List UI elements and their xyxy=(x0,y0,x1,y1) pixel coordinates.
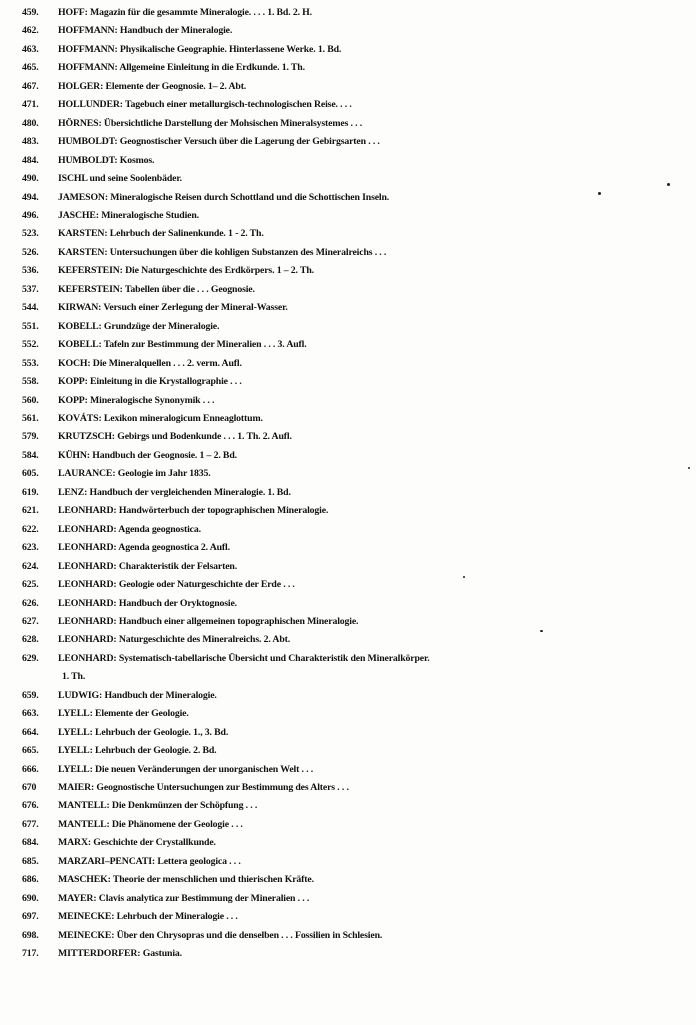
entry-number: 627. xyxy=(22,615,39,627)
bibliography-entry xyxy=(0,816,696,834)
entry-title: Geognostische Untersuchungen zur Bestimmung des Alters . . . xyxy=(96,782,349,794)
bibliography-entry xyxy=(0,631,696,649)
bibliography-entry xyxy=(0,4,696,22)
entry-number: 490. xyxy=(22,173,39,185)
entry-title: Handbuch der Mineralogie. xyxy=(104,689,217,701)
entry-title: Elemente der Geologie. xyxy=(95,708,189,720)
entry-title: Lexikon mineralogicum Enneaglottum. xyxy=(103,412,263,424)
entry-number: 697. xyxy=(22,911,39,923)
entry-author: HUMBOLDT: xyxy=(58,136,118,148)
entry-author: LEONHARD: xyxy=(58,597,117,609)
bibliography-entry xyxy=(0,59,696,77)
entry-title: Physikalische Geographie. Hinterlassene Werke. 1. Bd. xyxy=(119,43,342,55)
bibliography-entry xyxy=(0,539,696,557)
entry-author: LYELL: xyxy=(58,708,93,720)
entry-number: 459. xyxy=(22,7,39,18)
entry-author: LEONHARD: xyxy=(58,505,117,517)
entry-number: 480. xyxy=(22,117,39,129)
bibliography-entry xyxy=(0,318,696,336)
entry-author: ISCHL xyxy=(58,173,88,185)
entry-title: Charakteristik der Felsarten. xyxy=(118,560,238,572)
scan-speck xyxy=(667,183,670,186)
entry-author: JAMESON: xyxy=(58,191,108,203)
entry-number: 676. xyxy=(22,800,39,812)
entry-title: Handbuch einer allgemeinen topographischen Mineralogie. xyxy=(118,615,359,627)
entry-title: Theorie der menschlichen und thierischen Kräfte. xyxy=(112,874,314,886)
entry-author: LEONHARD: xyxy=(58,523,117,535)
bibliography-entry xyxy=(0,927,696,945)
entry-author: LYELL: xyxy=(58,763,93,775)
entry-title: Übersichtliche Darstellung der Mohsischen Mineralsystemes . . . xyxy=(103,117,363,129)
entry-title: Die Denkmünzen der Schöpfung . . . xyxy=(111,800,258,812)
scan-speck xyxy=(688,467,690,469)
entry-number: 666. xyxy=(22,763,39,775)
entry-author: HOFFMANN: xyxy=(58,43,118,55)
entry-title: Naturgeschichte des Mineralreichs. 2. Abt. xyxy=(118,634,291,646)
entry-author: KOVÁTS: xyxy=(58,412,102,424)
scan-speck xyxy=(463,576,465,578)
entry-title: Tabellen über die . . . Geognosie. xyxy=(124,283,255,295)
bibliography-entry xyxy=(0,189,696,207)
bibliography-entry xyxy=(0,428,696,446)
bibliography-entry xyxy=(0,558,696,576)
bibliography-entry xyxy=(0,115,696,133)
entry-author: HÖRNES: xyxy=(58,117,102,129)
bibliography-entry xyxy=(0,687,696,705)
entry-title: Handbuch der Geognosie. 1 – 2. Bd. xyxy=(92,449,237,461)
entry-number: 625. xyxy=(22,579,39,591)
bibliography-entry xyxy=(0,78,696,96)
entry-author: KÜHN: xyxy=(58,449,90,461)
entry-number: 623. xyxy=(22,542,39,554)
entry-title: Die Phänomene der Geologie . . . xyxy=(111,818,243,830)
entry-author: KIRWAN: xyxy=(58,302,102,314)
bibliography-entry xyxy=(0,705,696,723)
bibliography-entry xyxy=(0,595,696,613)
entry-number: 626. xyxy=(22,597,39,609)
entry-number: 465. xyxy=(22,62,39,74)
bibliography-entry xyxy=(0,890,696,908)
entry-author: LEONHARD: xyxy=(58,560,117,572)
bibliography-entry xyxy=(0,225,696,243)
bibliography-entry xyxy=(0,392,696,410)
entry-author: LENZ: xyxy=(58,486,88,498)
bibliography-entry xyxy=(0,410,696,428)
bibliography-entry xyxy=(0,96,696,114)
entry-author: LUDWIG: xyxy=(58,689,103,701)
entry-title: Tafeln zur Bestimmung der Mineralien . . . 3. Aufl. xyxy=(103,339,307,351)
entry-author: LYELL: xyxy=(58,726,93,738)
entry-title: Grundzüge der Mineralogie. xyxy=(103,320,220,332)
bibliography-entry xyxy=(0,465,696,483)
entry-title: Lettera geologica . . . xyxy=(157,855,241,867)
bibliography-entry xyxy=(0,908,696,926)
entry-title: Mineralogische Synonymik . . . xyxy=(90,394,215,406)
entry-author: HOLLUNDER: xyxy=(58,99,123,111)
entry-title: Handwörterbuch der topographischen Mineralogie. xyxy=(118,505,329,517)
entry-number: 622. xyxy=(22,523,39,535)
entry-title: Agenda geognostica 2. Aufl. xyxy=(118,542,230,554)
entry-author: LYELL: xyxy=(58,745,93,757)
entry-title: Tagebuch einer metallurgisch-technologischen Reise. . . . xyxy=(125,99,352,111)
entry-number: 552. xyxy=(22,339,39,351)
entry-number: 463. xyxy=(22,43,39,55)
entry-title: Geologie oder Naturgeschichte der Erde . . . xyxy=(118,579,295,591)
bibliography-entry xyxy=(0,22,696,40)
entry-author: LAURANCE: xyxy=(58,468,116,480)
bibliography-entry xyxy=(0,41,696,59)
entry-number: 551. xyxy=(22,320,39,332)
entry-number: 579. xyxy=(22,431,39,443)
entry-number: 698. xyxy=(22,929,39,941)
entry-title: Geologie im Jahr 1835. xyxy=(117,468,211,480)
entry-number: 663. xyxy=(22,708,39,720)
entry-title: Lehrbuch der Salinenkunde. 1 - 2. Th. xyxy=(109,228,264,240)
entry-title: Elemente der Geognosie. 1– 2. Abt. xyxy=(105,80,247,92)
entry-title: Allgemeine Einleitung in die Erdkunde. 1. Th. xyxy=(119,62,305,74)
entry-title: Clavis analytica zur Bestimmung der Mineralien . . . xyxy=(98,892,310,904)
entry-number: 684. xyxy=(22,837,39,849)
entry-number: 624. xyxy=(22,560,39,572)
entry-number: 560. xyxy=(22,394,39,406)
entry-author: KOPP: xyxy=(58,394,88,406)
entry-number: 558. xyxy=(22,376,39,388)
entry-title: Lehrbuch der Geologie. 1., 3. Bd. xyxy=(95,726,229,738)
bibliography-entry xyxy=(0,945,696,963)
entry-author: KOBELL: xyxy=(58,339,102,351)
entry-author: JASCHE: xyxy=(58,209,99,221)
entry-number: 628. xyxy=(22,634,39,646)
scan-speck xyxy=(598,192,601,195)
entry-author: MARZARI–PENCATI: xyxy=(58,855,156,867)
entry-title: Handbuch der Oryktognosie. xyxy=(118,597,237,609)
entry-title: Agenda geognostica. xyxy=(118,523,201,535)
bibliography-entry xyxy=(0,484,696,502)
entry-title: Mineralogische Studien. xyxy=(101,209,199,221)
scan-speck xyxy=(540,630,543,632)
entry-number: 677. xyxy=(22,818,39,830)
entry-title-continuation: 1. Th. xyxy=(62,671,86,683)
entry-title: Versuch einer Zerlegung der Mineral-Wasser. xyxy=(103,302,288,314)
entry-author: HOFFMANN: xyxy=(58,25,118,37)
entry-number: 471. xyxy=(22,99,39,111)
entry-author: KOCH: xyxy=(58,357,91,369)
entry-number: 561. xyxy=(22,412,39,424)
bibliography-entry xyxy=(0,336,696,354)
entry-number: 664. xyxy=(22,726,39,738)
bibliography-entry xyxy=(0,299,696,317)
entry-author: MAIER: xyxy=(58,782,95,794)
bibliography-entry xyxy=(0,281,696,299)
bibliography-entry xyxy=(0,871,696,889)
entry-number: 467. xyxy=(22,80,39,92)
entry-title: Gebirgs und Bodenkunde . . . 1. Th. 2. Aufl. xyxy=(117,431,292,443)
bibliography-entry xyxy=(0,447,696,465)
bibliography-entry xyxy=(0,521,696,539)
entry-number: 526. xyxy=(22,246,39,258)
entry-number: 584. xyxy=(22,449,39,461)
entry-title: Systematisch-tabellarische Übersicht und Charakteristik den Mineralkörper. xyxy=(118,652,430,664)
entry-author: KARSTEN: xyxy=(58,228,108,240)
entry-number: 619. xyxy=(22,486,39,498)
entry-number: 494. xyxy=(22,191,39,203)
entry-author: MEINECKE: xyxy=(58,911,115,923)
bibliography-entry xyxy=(0,170,696,188)
entry-title: Untersuchungen über die kohligen Substanzen des Mineralreichs . . . xyxy=(109,246,387,258)
bibliography-entry xyxy=(0,724,696,742)
entry-author: HOFF: xyxy=(58,7,88,18)
entry-number: 483. xyxy=(22,136,39,148)
entry-author: KARSTEN: xyxy=(58,246,108,258)
entry-author: MANTELL: xyxy=(58,800,110,812)
bibliography-entry xyxy=(0,244,696,262)
entry-title: Die Naturgeschichte des Erdkörpers. 1 – 2. Th. xyxy=(125,265,314,277)
entry-author: LEONHARD: xyxy=(58,634,117,646)
entry-author: MASCHEK: xyxy=(58,874,111,886)
entry-number: 621. xyxy=(22,505,39,517)
bibliography-entry xyxy=(0,207,696,225)
entry-number: 659. xyxy=(22,689,39,701)
entry-number: 523. xyxy=(22,228,39,240)
bibliography-entry xyxy=(0,502,696,520)
entry-author: MANTELL: xyxy=(58,818,110,830)
entry-number: 537. xyxy=(22,283,39,295)
entry-author: LEONHARD: xyxy=(58,542,117,554)
bibliography-entry xyxy=(0,742,696,760)
entry-number: 629. xyxy=(22,652,39,664)
entry-author: LEONHARD: xyxy=(58,652,117,664)
entry-title: und seine Soolenbäder. xyxy=(89,173,182,185)
entry-title: Lehrbuch der Geologie. 2. Bd. xyxy=(95,745,217,757)
entry-author: KEFERSTEIN: xyxy=(58,265,123,277)
entry-number: 605. xyxy=(22,468,39,480)
entry-number: 553. xyxy=(22,357,39,369)
entry-number: 685. xyxy=(22,855,39,867)
entry-number: 484. xyxy=(22,154,39,166)
bibliography-entry xyxy=(0,576,696,594)
entry-number: 536. xyxy=(22,265,39,277)
bibliography-entry xyxy=(0,779,696,797)
entry-author: MARX: xyxy=(58,837,91,849)
entry-author: HOFFMANN: xyxy=(58,62,118,74)
entry-number: 496. xyxy=(22,209,39,221)
entry-author: KRUTZSCH: xyxy=(58,431,115,443)
entry-author: MEINECKE: xyxy=(58,929,115,941)
entry-author: LEONHARD: xyxy=(58,615,117,627)
entry-author: KOPP: xyxy=(58,376,88,388)
entry-title: Magazin für die gesammte Mineralogie. . . . 1. Bd. 2. H. xyxy=(90,7,312,18)
entry-title: Einleitung in die Krystallographie . . . xyxy=(90,376,242,388)
bibliography-entry xyxy=(0,262,696,280)
entry-title: Handbuch der Mineralogie. xyxy=(119,25,233,37)
entry-number: 690. xyxy=(22,892,39,904)
bibliography-entry xyxy=(0,797,696,815)
entry-author: LEONHARD: xyxy=(58,579,117,591)
entry-number: 670 xyxy=(22,782,37,794)
bibliography-list xyxy=(0,4,696,964)
bibliography-entry xyxy=(0,761,696,779)
entry-title: Über den Chrysopras und die denselben . . . Fossilien in Schlesien. xyxy=(116,929,383,941)
entry-title: Kosmos. xyxy=(119,154,155,166)
entry-title: Die neuen Veränderungen der unorganischen Welt . . . xyxy=(95,763,314,775)
entry-author: MAYER: xyxy=(58,892,97,904)
bibliography-entry xyxy=(0,152,696,170)
entry-title: Geognostischer Versuch über die Lagerung der Gebirgsarten . . . xyxy=(119,136,380,148)
entry-number: 462. xyxy=(22,25,39,37)
entry-title: Mineralogische Reisen durch Schottland und die Schottischen Inseln. xyxy=(110,191,390,203)
bibliography-entry xyxy=(0,133,696,151)
entry-number: 665. xyxy=(22,745,39,757)
entry-author: HUMBOLDT: xyxy=(58,154,118,166)
entry-title: Handbuch der vergleichenden Mineralogie. 1. Bd. xyxy=(89,486,291,498)
bibliography-entry xyxy=(0,373,696,391)
bibliography-entry xyxy=(0,355,696,373)
bibliography-entry xyxy=(0,834,696,852)
entry-number: 686. xyxy=(22,874,39,886)
bibliography-entry xyxy=(0,613,696,631)
entry-title: Die Mineralquellen . . . 2. verm. Aufl. xyxy=(92,357,242,369)
entry-author: KOBELL: xyxy=(58,320,102,332)
entry-number: 717. xyxy=(22,948,39,960)
entry-title: Lehrbuch der Mineralogie . . . xyxy=(116,911,238,923)
entry-title: Geschichte der Crystallkunde. xyxy=(93,837,216,849)
entry-title: Gastunia. xyxy=(142,948,182,960)
entry-number: 544. xyxy=(22,302,39,314)
entry-author: HOLGER: xyxy=(58,80,104,92)
bibliography-entry xyxy=(0,650,696,687)
bibliography-entry xyxy=(0,853,696,871)
entry-author: MITTERDORFER: xyxy=(58,948,141,960)
entry-author: KEFERSTEIN: xyxy=(58,283,123,295)
